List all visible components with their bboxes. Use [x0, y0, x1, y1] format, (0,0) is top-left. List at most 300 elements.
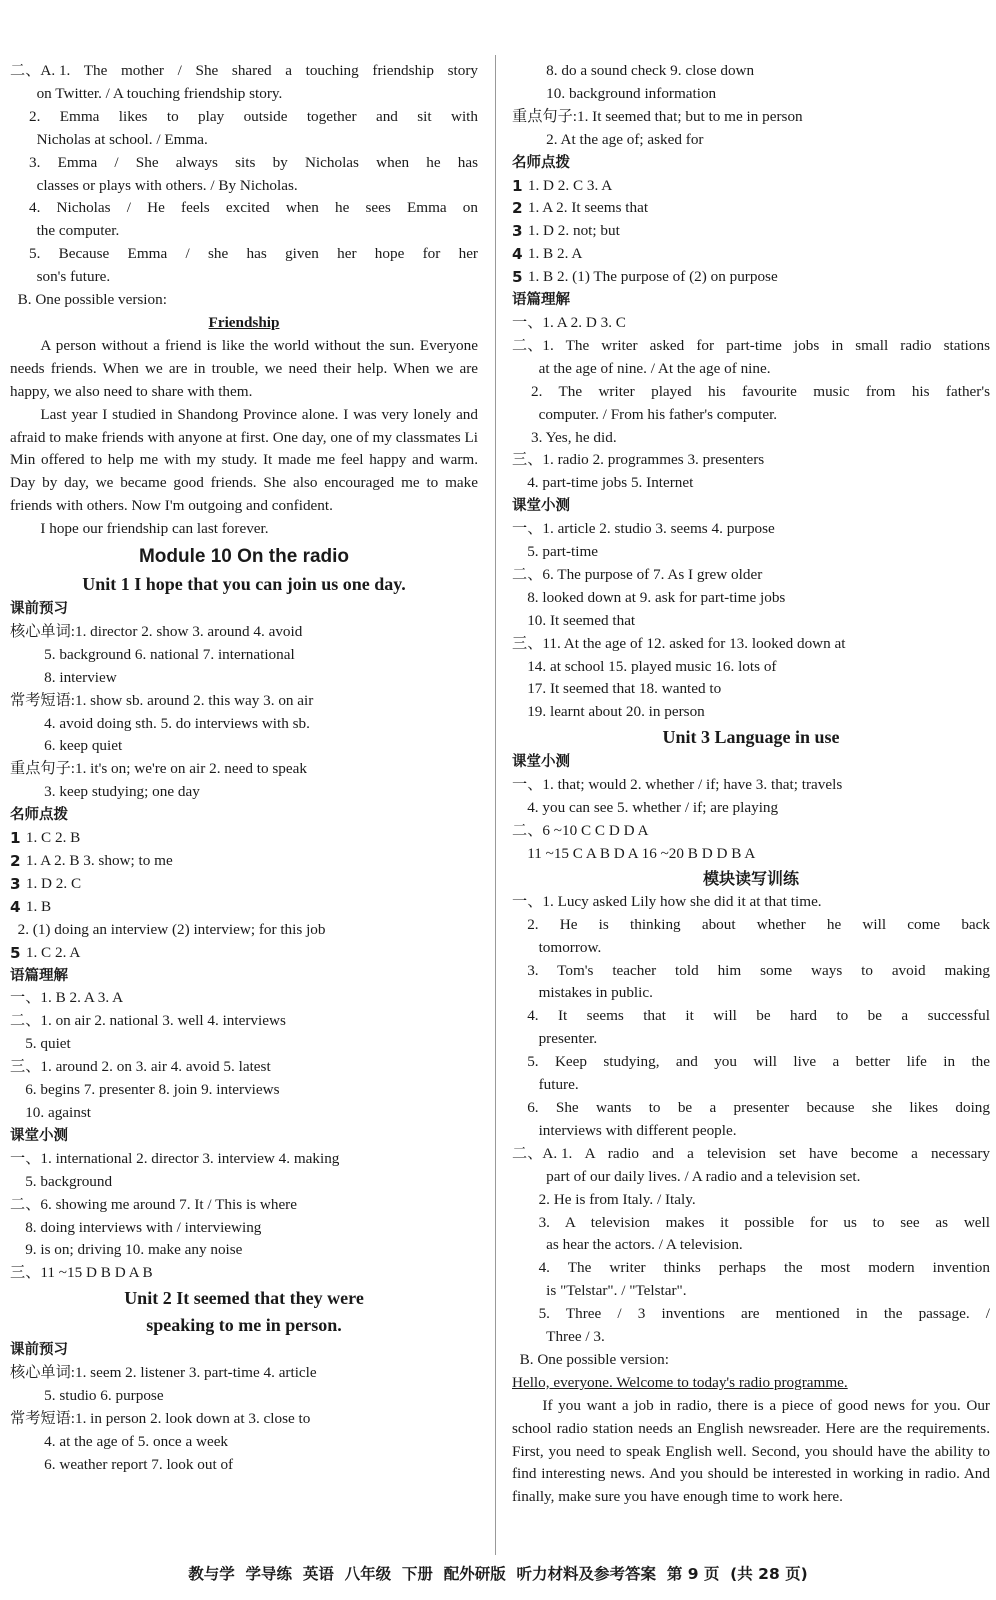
answer-text: interviews with different people.	[538, 1121, 737, 1139]
answer-text: 5. background 6. national 7. international	[44, 645, 295, 663]
answer-prefix	[10, 243, 29, 266]
answer-line	[10, 896, 478, 919]
answer-text: 1. A 2. It seems that	[527, 199, 649, 217]
answer-line	[512, 518, 990, 541]
answer-line	[10, 1408, 478, 1431]
answer-line	[10, 289, 478, 312]
answer-prefix: 一、	[512, 520, 543, 538]
answer-line	[10, 942, 478, 965]
answer-prefix	[512, 1212, 539, 1235]
answer-text: 4. It seems that it will be hard to be a successful	[527, 1007, 990, 1025]
answer-prefix	[512, 381, 531, 404]
answer-line	[512, 1212, 990, 1235]
answer-prefix	[512, 60, 546, 83]
answer-prefix: 4	[512, 245, 528, 264]
answer-text: the computer.	[36, 222, 120, 240]
answer-text: 2. The writer played his favourite music from his father's	[530, 382, 990, 400]
answer-prefix: 重点句子:	[512, 107, 577, 125]
answer-line	[512, 1166, 990, 1189]
answer-line	[512, 541, 990, 564]
answer-line	[10, 197, 478, 220]
answer-line	[10, 106, 478, 129]
answer-text: 17. It seemed that 18. wanted to	[527, 680, 722, 698]
answer-text: 1. radio 2. programmes 3. presenters	[542, 451, 765, 469]
answer-line	[10, 713, 478, 736]
answer-text: B. One possible version:	[17, 291, 167, 309]
answer-prefix	[512, 937, 539, 960]
answer-text: Three / 3.	[546, 1328, 605, 1346]
answer-prefix	[512, 1120, 539, 1143]
essay-paragraph: I hope our friendship can last forever.	[40, 520, 269, 538]
answer-line	[512, 1234, 990, 1257]
answer-prefix: 常考短语:	[10, 1409, 75, 1427]
answer-line	[512, 820, 990, 843]
answer-line	[10, 1010, 478, 1033]
answer-prefix	[512, 701, 527, 724]
unit-title: Unit 2 It seemed that they were	[124, 1288, 364, 1309]
answer-line	[10, 919, 478, 942]
answer-text: 6. The purpose of 7. As I grew older	[542, 565, 763, 583]
answer-line	[10, 644, 478, 667]
answer-line	[10, 1148, 478, 1171]
answer-prefix	[512, 960, 527, 983]
answer-line	[512, 774, 990, 797]
answer-text: 1. D 2. C	[25, 874, 82, 892]
answer-line	[512, 1005, 990, 1028]
answer-prefix	[512, 1097, 527, 1120]
answer-text: 1. A radio and a television set have become a necessary	[560, 1144, 990, 1162]
answer-text: 1. It seemed that; but to me in person	[576, 107, 803, 125]
answer-line	[10, 758, 478, 781]
answer-prefix: 3	[512, 222, 528, 241]
section-heading: 课前预习	[10, 601, 68, 618]
answer-line	[10, 1171, 478, 1194]
answer-prefix: 重点句子:	[10, 760, 75, 778]
answer-text: 5. Three / 3 inventions are mentioned in the passage. /	[538, 1305, 990, 1323]
answer-prefix: 2	[10, 852, 26, 870]
unit-title: Unit 3 Language in use	[662, 727, 840, 748]
answer-prefix	[10, 266, 37, 289]
answer-text: tomorrow.	[538, 938, 602, 956]
answer-line	[512, 1280, 990, 1303]
answer-prefix	[10, 220, 37, 243]
answer-line	[512, 656, 990, 679]
answer-text: is "Telstar". / "Telstar".	[546, 1282, 687, 1300]
answer-text: 1. in person 2. look down at 3. close to	[74, 1409, 311, 1427]
essay-title: Friendship	[208, 313, 280, 331]
answer-line	[512, 891, 990, 914]
answer-text: 5. Because Emma / she has given her hope for her	[28, 245, 478, 263]
answer-text: 11 ~15 D B D A B	[40, 1264, 153, 1282]
answer-line	[512, 1028, 990, 1051]
answer-text: 10. It seemed that	[527, 611, 636, 629]
answer-text: 6. keep quiet	[44, 737, 123, 755]
answer-text: 11. At the age of 12. asked for 13. looked down at	[542, 634, 846, 652]
answer-line	[512, 197, 990, 220]
answer-text: son's future.	[36, 268, 111, 286]
answer-prefix	[512, 797, 527, 820]
answer-line	[512, 1097, 990, 1120]
answer-line	[10, 175, 478, 198]
answer-line	[512, 129, 990, 152]
answer-line	[10, 1033, 478, 1056]
answer-prefix	[10, 175, 37, 198]
answer-line	[10, 1056, 478, 1079]
answer-text: 3. keep studying; one day	[44, 783, 200, 801]
answer-line	[10, 152, 478, 175]
answer-prefix	[10, 1431, 44, 1454]
answer-text: 1. international 2. director 3. interview 4. making	[40, 1149, 340, 1167]
answer-prefix	[10, 667, 44, 690]
answer-prefix	[10, 713, 44, 736]
answer-prefix	[10, 1454, 44, 1477]
answer-prefix: 1	[512, 176, 528, 195]
essay-paragraph: Last year I studied in Shandong Province alone. I was very lonely and afraid to make friends with anyone at first. One day, one of my classmates Li Min offered to help me with my study. It made me feel happy and warm. Day by day, we became good friends. She also encouraged me to make friends with others. Now I'm outgoing and confident.	[10, 405, 478, 515]
answer-prefix	[512, 1074, 539, 1097]
answer-prefix	[512, 1005, 527, 1028]
answer-text: 1. director 2. show 3. around 4. avoid	[74, 622, 303, 640]
essay-opening-line: Hello, everyone. Welcome to today's radio programme.	[512, 1373, 848, 1391]
answer-prefix	[512, 129, 546, 152]
answer-line	[10, 1385, 478, 1408]
answer-line	[512, 1074, 990, 1097]
answer-prefix	[512, 1166, 546, 1189]
answer-text: 4. part-time jobs 5. Internet	[527, 474, 694, 492]
answer-text: 6. She wants to be a presenter because she likes doing	[527, 1098, 990, 1116]
answer-line	[10, 1102, 478, 1125]
answer-text: 6. showing me around 7. It / This is where	[40, 1195, 297, 1213]
answer-text: 6 ~10 C C D D A	[542, 822, 649, 839]
answer-prefix	[10, 129, 37, 152]
right-column	[512, 60, 990, 1509]
column-divider	[495, 55, 496, 1555]
answer-prefix	[10, 1171, 25, 1194]
answer-line	[10, 781, 478, 804]
section-heading: 语篇理解	[10, 967, 68, 984]
answer-line	[512, 1303, 990, 1326]
answer-text: 10. background information	[546, 84, 717, 102]
answer-prefix	[512, 843, 527, 866]
answer-prefix	[512, 404, 539, 427]
answer-prefix	[512, 1234, 546, 1257]
left-column	[10, 60, 478, 1477]
essay-paragraph: A person without a friend is like the world without the sun. Everyone needs friends. When we are in trouble, we need their help. When we are happy, we also need to share with them.	[10, 336, 478, 400]
answer-text: 8. looked down at 9. ask for part-time jobs	[527, 588, 786, 606]
answer-text: 2. Emma likes to play outside together and sit with	[28, 107, 478, 125]
answer-text: 11 ~15 C A B D A 16 ~20 B D D B A	[527, 844, 756, 862]
answer-line	[512, 914, 990, 937]
answer-text: 19. learnt about 20. in person	[527, 703, 705, 721]
answer-prefix: 2	[512, 199, 528, 218]
answer-line	[512, 175, 990, 198]
answer-text: computer. / From his father's computer.	[538, 405, 778, 423]
answer-line	[512, 60, 990, 83]
answer-text: 8. interview	[44, 668, 117, 686]
answer-prefix: 一、	[10, 989, 41, 1007]
answer-line	[10, 1431, 478, 1454]
answer-line	[512, 472, 990, 495]
answer-line	[512, 449, 990, 472]
answer-prefix: 二、A.	[10, 62, 59, 79]
answer-line	[10, 1454, 478, 1477]
answer-line	[512, 106, 990, 129]
answer-prefix	[10, 1033, 25, 1056]
answer-text: 14. at school 15. played music 16. lots of	[527, 657, 777, 675]
answer-prefix	[10, 735, 44, 758]
answer-text: 5. part-time	[527, 543, 599, 561]
essay-paragraph: If you want a job in radio, there is a piece of good news for you. Our school radio station needs an English newsreader. Here are the requirements. First, you need to speak English well. Second, you should have the ability to find interesting news. And you should be interested in working in radio. And finally, make sure you have enough time to work here.	[512, 1396, 990, 1506]
answer-line	[512, 266, 990, 289]
answer-text: 2. He is from Italy. / Italy.	[538, 1190, 696, 1208]
answer-text: 1. Lucy asked Lily how she did it at that time.	[542, 892, 822, 910]
answer-text: 5. Keep studying, and you will live a better life in the	[527, 1053, 990, 1071]
answer-text: 3. A television makes it possible for us to see as well	[538, 1213, 990, 1231]
answer-text: 8. do a sound check 9. close down	[546, 62, 755, 79]
answer-text: 1. it's on; we're on air 2. need to speak	[74, 760, 307, 778]
answer-text: 1. article 2. studio 3. seems 4. purpose	[542, 520, 775, 538]
answer-line	[10, 1079, 478, 1102]
answer-line	[10, 60, 478, 83]
answer-text: 2. At the age of; asked for	[546, 130, 704, 148]
module-title: Module 10 On the radio	[138, 546, 350, 568]
unit-title: Unit 1 I hope that you can join us one day.	[82, 574, 406, 595]
answer-line	[10, 243, 478, 266]
page-footer: 教与学 学导练 英语 八年级 下册 配外研版 听力材料及参考答案 第 9 页 (共 28 页)	[188, 1565, 808, 1583]
answer-prefix: 常考短语:	[10, 691, 75, 709]
answer-prefix	[10, 106, 29, 129]
answer-line	[10, 1217, 478, 1240]
answer-text: as hear the actors. / A television.	[546, 1236, 743, 1254]
unit-title-continued: speaking to me in person.	[146, 1315, 342, 1336]
answer-line	[10, 987, 478, 1010]
answer-line	[512, 982, 990, 1005]
section-heading: 课堂小测	[512, 754, 570, 771]
answer-line	[512, 564, 990, 587]
answer-text: 5. quiet	[25, 1035, 71, 1053]
answer-text: 4. avoid doing sth. 5. do interviews with sb.	[44, 714, 310, 732]
answer-line	[512, 1189, 990, 1212]
answer-text: 4. at the age of 5. once a week	[44, 1432, 229, 1450]
answer-prefix: 一、	[512, 892, 543, 910]
answer-prefix	[10, 83, 37, 106]
answer-line	[512, 937, 990, 960]
answer-text: 2. He is thinking about whether he will come back	[527, 915, 990, 933]
answer-line	[512, 1051, 990, 1074]
answer-text: 1. B 2. A	[527, 245, 583, 263]
answer-prefix: 三、	[10, 1058, 41, 1076]
answer-text: 1. that; would 2. whether / if; have 3. that; travels	[542, 776, 843, 794]
answer-prefix	[512, 914, 527, 937]
answer-prefix: 一、	[512, 776, 543, 794]
answer-line	[512, 678, 990, 701]
answer-line	[10, 1239, 478, 1262]
section-heading: 语篇理解	[512, 292, 570, 309]
answer-prefix: 二、	[512, 565, 543, 583]
answer-line	[512, 427, 990, 450]
answer-line	[512, 1143, 990, 1166]
answer-prefix: 三、	[512, 451, 543, 469]
answer-prefix	[10, 644, 44, 667]
answer-prefix: 二、A.	[512, 1144, 561, 1162]
answer-text: 1. The writer asked for part-time jobs in small radio stations	[542, 336, 990, 354]
answer-line	[10, 1262, 478, 1285]
answer-line	[512, 381, 990, 404]
answer-text: Nicholas at school. / Emma.	[36, 130, 208, 148]
answer-prefix: 4	[10, 897, 26, 916]
answer-line	[512, 404, 990, 427]
answer-prefix	[512, 83, 546, 106]
answer-line	[512, 1349, 990, 1372]
answer-prefix: 三、	[10, 1264, 41, 1282]
answer-prefix: 5	[512, 268, 528, 287]
answer-prefix	[512, 610, 527, 633]
answer-line	[512, 83, 990, 106]
answer-line	[512, 1120, 990, 1143]
answer-text: 2. (1) doing an interview (2) interview; for this job	[17, 920, 326, 938]
answer-text: 1. D 2. C 3. A	[527, 176, 613, 194]
answer-prefix: 二、	[10, 1195, 41, 1213]
answer-prefix	[512, 427, 531, 450]
answer-line	[512, 610, 990, 633]
answer-prefix	[512, 472, 527, 495]
section-heading: 课堂小测	[10, 1127, 68, 1144]
answer-prefix: 3	[10, 874, 26, 893]
answer-line	[10, 827, 478, 850]
answer-text: 1. seem 2. listener 3. part-time 4. article	[74, 1364, 317, 1382]
answer-text: at the age of nine. / At the age of nine.	[538, 359, 771, 377]
answer-text: on Twitter. / A touching friendship story.	[36, 84, 283, 102]
answer-text: 5. background	[25, 1172, 113, 1190]
section-heading: 名师点拨	[10, 807, 68, 824]
answer-text: 1. around 2. on 3. air 4. avoid 5. latest	[40, 1058, 271, 1076]
answer-line	[512, 312, 990, 335]
answer-text: 1. B 2. A 3. A	[40, 989, 124, 1007]
answer-text: 1. show sb. around 2. this way 3. on air	[74, 691, 314, 709]
answer-prefix	[512, 541, 527, 564]
answer-text: presenter.	[538, 1030, 598, 1048]
answer-line	[10, 850, 478, 873]
answer-text: mistakes in public.	[538, 984, 653, 1002]
answer-prefix	[512, 1349, 520, 1372]
answer-line	[512, 220, 990, 243]
answer-line	[10, 1362, 478, 1385]
answer-line	[10, 83, 478, 106]
answer-prefix: 三、	[512, 634, 543, 652]
answer-prefix	[10, 919, 18, 942]
answer-prefix: 二、	[512, 822, 543, 839]
answer-text: 3. Emma / She always sits by Nicholas when he has	[28, 153, 478, 171]
answer-text: 6. weather report 7. look out of	[44, 1455, 234, 1473]
answer-text: 5. studio 6. purpose	[44, 1387, 164, 1405]
answer-line	[512, 797, 990, 820]
answer-text: 1. B 2. (1) The purpose of (2) on purpose	[527, 268, 778, 286]
answer-prefix	[512, 358, 539, 381]
answer-prefix	[512, 656, 527, 679]
answer-prefix: 1	[10, 829, 26, 848]
answer-line	[512, 335, 990, 358]
answer-prefix: 一、	[512, 313, 543, 331]
answer-prefix	[10, 289, 18, 312]
answer-prefix	[512, 1326, 546, 1349]
answer-prefix: 核心单词:	[10, 1364, 75, 1382]
answer-prefix	[512, 1028, 539, 1051]
answer-prefix	[512, 1257, 539, 1280]
answer-line	[512, 587, 990, 610]
answer-line	[512, 243, 990, 266]
answer-line	[10, 220, 478, 243]
answer-line	[512, 1257, 990, 1280]
answer-text: 8. doing interviews with / interviewing	[25, 1218, 262, 1236]
answer-text: 4. you can see 5. whether / if; are playing	[527, 799, 779, 817]
answer-prefix	[512, 1280, 546, 1303]
answer-text: 3. Yes, he did.	[530, 428, 617, 446]
answer-prefix	[10, 1079, 25, 1102]
answer-line	[10, 1194, 478, 1217]
answer-prefix	[512, 1051, 527, 1074]
answer-line	[10, 667, 478, 690]
block-title: 模块读写训练	[702, 868, 799, 888]
answer-prefix	[512, 1303, 539, 1326]
answer-text: 9. is on; driving 10. make any noise	[25, 1241, 243, 1259]
answer-text: 1. A 2. B 3. show; to me	[25, 852, 173, 869]
answer-text: 1. on air 2. national 3. well 4. interviews	[40, 1012, 286, 1030]
answer-text: 3. Tom's teacher told him some ways to avoid making	[527, 961, 990, 979]
answer-line	[10, 129, 478, 152]
answer-prefix	[512, 678, 527, 701]
answer-line	[512, 960, 990, 983]
answer-text: part of our daily lives. / A radio and a television set.	[546, 1167, 861, 1185]
answer-line	[512, 358, 990, 381]
answer-line	[10, 266, 478, 289]
answer-prefix: 二、	[512, 336, 543, 354]
answer-text: 1. C 2. B	[25, 829, 81, 847]
answer-prefix	[10, 197, 29, 220]
answer-text: 10. against	[25, 1103, 91, 1121]
answer-line	[512, 633, 990, 656]
answer-text: classes or plays with others. / By Nicholas.	[36, 176, 298, 194]
answer-line	[10, 690, 478, 713]
answer-prefix	[10, 152, 29, 175]
section-heading: 课前预习	[10, 1342, 68, 1359]
section-heading: 课堂小测	[512, 498, 570, 515]
answer-text: B. One possible version:	[519, 1350, 669, 1368]
answer-prefix: 5	[10, 943, 26, 962]
answer-line	[10, 873, 478, 896]
answer-prefix	[512, 982, 539, 1005]
section-heading: 名师点拨	[512, 154, 570, 171]
answer-text: 1. A 2. D 3. C	[542, 313, 626, 331]
answer-prefix: 核心单词:	[10, 622, 75, 640]
answer-prefix	[10, 781, 44, 804]
answer-text: 1. The mother / She shared a touching friendship story	[58, 62, 478, 79]
answer-prefix	[10, 1217, 25, 1240]
answer-text: 1. B	[25, 897, 52, 915]
answer-prefix: 二、	[10, 1012, 41, 1030]
answer-text: future.	[538, 1076, 579, 1094]
answer-line	[512, 843, 990, 866]
answer-line	[512, 701, 990, 724]
answer-text: 1. C 2. A	[25, 943, 81, 961]
answer-text: 6. begins 7. presenter 8. join 9. interviews	[25, 1081, 280, 1099]
answer-text: 4. Nicholas / He feels excited when he sees Emma on	[28, 199, 478, 217]
answer-prefix	[10, 1102, 25, 1125]
answer-line	[512, 1326, 990, 1349]
answer-prefix	[10, 1239, 25, 1262]
answer-line	[10, 621, 478, 644]
answer-prefix	[512, 587, 527, 610]
answer-prefix	[10, 1385, 44, 1408]
answer-prefix	[512, 1189, 539, 1212]
